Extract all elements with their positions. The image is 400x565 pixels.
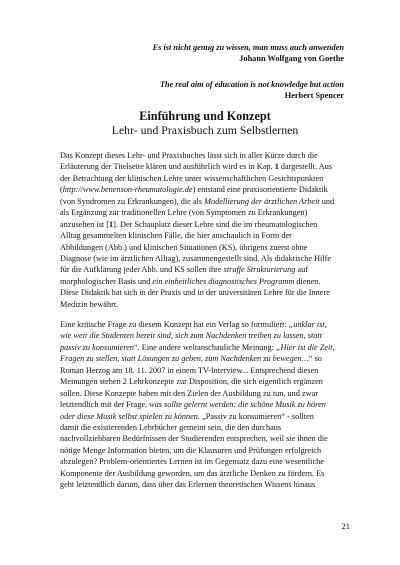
text-run: Erläuterung der Titelseite klären und ausführlich wird es in Kap. (60, 162, 275, 172)
text-line (60, 468, 350, 479)
text-run: dargestellt. Aus (278, 162, 333, 172)
text-run: http://www.benenson-rheumatologie.de (62, 185, 193, 195)
text-line (60, 376, 350, 387)
text-run: auf (295, 265, 308, 275)
text-line (60, 219, 350, 230)
text-line (60, 207, 350, 218)
text-run: oder diese Musik selbst spielen zu können. (60, 411, 200, 421)
text-line (60, 365, 350, 376)
text-run: ]. Der Schauplatz dieser Lehre sind die im rheumatologischen (113, 219, 318, 229)
text-line (60, 173, 350, 184)
body-paragraph-1 (60, 150, 350, 310)
text-run: damit die existierenden Lehrbücher gemeint sein, die den durchaus (60, 422, 282, 432)
text-run: wie weit die Studenten bereit sind, sich zum Nachdenken treiben zu lassen, statt (60, 331, 322, 341)
text-line (60, 299, 350, 310)
text-line (60, 456, 350, 467)
text-line (60, 264, 350, 275)
text-line (60, 242, 350, 253)
text-run: sollen. Diese Konzepte haben mit den Zielen der Ausbildung zu tun, und zwar (60, 388, 318, 398)
text-line (60, 184, 350, 195)
text-line (60, 319, 350, 330)
text-line (60, 399, 350, 410)
text-line (60, 150, 350, 161)
text-line (60, 479, 350, 490)
text-line (60, 253, 350, 264)
text-run: Diese Didaktik hat sich in der Praxis und in der universitären Lehre für die Innere (60, 288, 330, 298)
text-line (60, 433, 350, 444)
text-line (60, 196, 350, 207)
chapter-heading (60, 109, 350, 137)
epigraph-author: Herbert Spencer (284, 91, 344, 100)
text-run: nötige Menge Information bieten, um die Klausuren und Prüfungen erfolgreich (60, 445, 322, 455)
text-run: 1 (274, 162, 279, 172)
text-run: was sollte gelernt werden: die schöne Musik zu hören (149, 400, 326, 410)
text-run: abzulegen? Problem-orientiertes Lernen ist im Gegensatz dazu eine wesentliche (60, 457, 324, 467)
text-line (60, 445, 350, 456)
text-run: ( (60, 185, 63, 195)
epigraph-quote: The real aim of education is not knowledge but action (159, 80, 344, 89)
text-line (60, 353, 350, 364)
chapter-title: Einführung und Konzept (139, 109, 271, 123)
epigraph-spencer (160, 79, 344, 101)
text-run: Abbildungen (Abb.) und klinischen Situationen (KS), übrigens zuerst ohne (60, 242, 308, 252)
text-run: nachvollziehbaren Bedürfnissen der Studierenden entsprechen, weil sie ihnen die (60, 434, 328, 444)
epigraph-author: Johann Wolfgang von Goethe (239, 54, 344, 63)
text-line (60, 388, 350, 399)
text-run: Alltag gesammelten klinischen Fälle, die hier anschaulich in Form der (60, 231, 292, 241)
text-run: Medizin bewährt. (60, 299, 119, 309)
text-run: für die Aufklärung jeder Abb. und KS sollen ihre (60, 265, 224, 275)
text-run: morphologischer Basis und (60, 276, 153, 286)
text-run: Modellierung der ärztlichen Arbeit (204, 196, 320, 206)
text-line (60, 276, 350, 287)
text-run: ) entstand eine praxisorientierte Didaktik (192, 185, 328, 195)
text-run: “ so (308, 354, 322, 364)
text-run: straffe Strukturierung (223, 265, 296, 275)
epigraph-goethe (153, 42, 344, 64)
text-run: Roman Herzog am 18. 11. 2007 in einem TV-Interview... Entsprechend diesen (60, 365, 319, 375)
text-line (60, 161, 350, 172)
text-line (60, 287, 350, 298)
text-run: und (319, 196, 335, 206)
body-paragraph-2 (60, 319, 350, 491)
text-run: passiv zu konsumieren (60, 342, 134, 352)
text-run: Komponente der Ausbildung geworden, um das ärztliche Denken zu fördern. Es (60, 468, 325, 478)
chapter-subtitle: Lehr- und Praxisbuch zum Selbstlernen (111, 123, 299, 137)
text-run: Meinungen stehen 2 Lehrkonzepte zur Disposition, die sich eigentlich ergänzen (60, 377, 323, 387)
text-run: der Betrachtung der klinischen Lehre unter wissenschaftlichen Gesichtspunkten (60, 173, 324, 183)
text-run: letztendlich mit der Frage, (60, 400, 150, 410)
text-run: Das Konzept dieses Lehr- und Praxisbuches lässt sich in aller Kürze durch die (60, 151, 318, 160)
text-line (60, 411, 350, 422)
text-run: „Hier ist die Zeit, (275, 342, 335, 352)
text-run: „Passiv zu konsumieren“ - sollten (200, 411, 314, 421)
text-run: 1 (109, 219, 114, 229)
text-line (60, 230, 350, 241)
epigraph-quote: Es ist nicht genug zu wissen, man muss auch anwenden (152, 43, 344, 52)
text-run: Fragen zu stellen, statt Lösungen zu geben, zum Nachdenken zu bewegen… (60, 354, 309, 364)
text-line (60, 330, 350, 341)
text-line (60, 422, 350, 433)
text-run: anzusehen ist [ (60, 219, 110, 229)
text-line (60, 342, 350, 353)
page-number: 21 (341, 521, 350, 531)
text-run: ein einheitliches diagnostisches Programm (152, 276, 295, 286)
text-run: „unklar ist, (288, 320, 327, 329)
text-run: Diagnose (wie im ärztlichen Alltag), zusammengestellt sind. Als didaktische Hilfe (60, 253, 332, 263)
text-run: “. Eine andere weltanschauliche Meinung: (133, 342, 276, 352)
text-run: dienen. (294, 276, 321, 286)
text-run: (von Syndromen zu Erkrankungen), die als (60, 196, 205, 206)
text-run: Eine kritische Frage zu diesem Konzept hat ein Verlag so formuliert: (60, 320, 289, 329)
text-run: geht letztendlich darum, dass über das Erlernen theoretischen Wissens hinaus (60, 480, 316, 490)
text-run: als Ergänzung zur traditionellen Lehre (von Symptomen zu Erkrankungen) (60, 208, 308, 218)
